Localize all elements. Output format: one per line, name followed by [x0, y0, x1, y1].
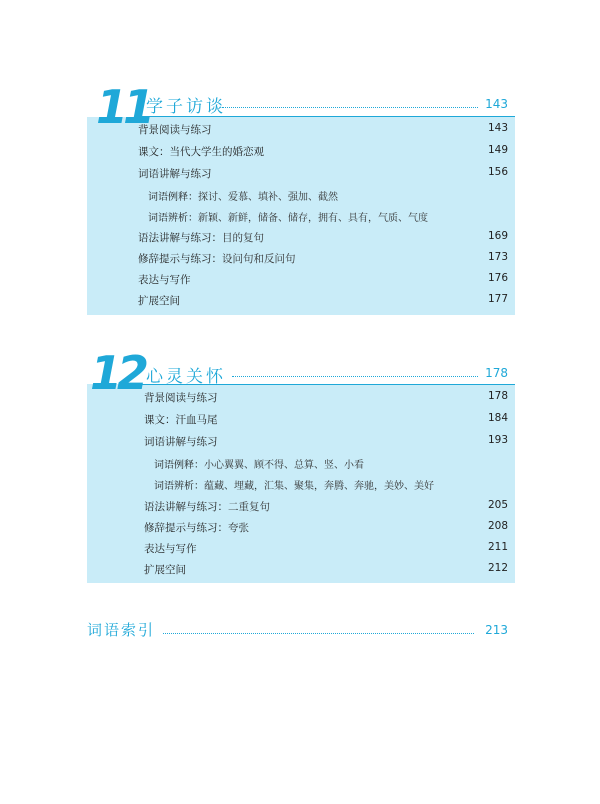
entry-label: 词语讲解与练习 — [144, 436, 218, 448]
entry-page: 184 — [487, 412, 508, 424]
entry-page: 169 — [487, 230, 508, 242]
entry-label: 修辞提示与练习： — [144, 522, 228, 534]
entry-label: 修辞提示与练习： — [138, 253, 222, 265]
entry-detail: 目的复句 — [222, 232, 264, 244]
entry-label: 词语辨析： — [148, 213, 198, 224]
toc-entry[interactable] — [138, 251, 508, 266]
entry-page: 173 — [487, 251, 508, 263]
entry-label: 词语辨析： — [154, 481, 204, 492]
entry-detail: 新颖、新鲜，储备、储存，拥有、具有，气质、气度 — [198, 213, 428, 224]
entry-label: 语法讲解与练习： — [144, 501, 228, 513]
toc-entry[interactable] — [144, 499, 508, 514]
entry-detail: 二重复句 — [228, 501, 270, 513]
toc-entry[interactable] — [138, 230, 508, 245]
unit-number: 12 — [90, 346, 145, 400]
toc-entry[interactable] — [138, 272, 508, 287]
toc-subentry[interactable] — [148, 188, 518, 203]
toc-subentry[interactable] — [154, 456, 518, 471]
entry-label: 扩展空间 — [144, 564, 186, 576]
entry-label: 背景阅读与练习 — [138, 124, 212, 136]
index-entry[interactable] — [87, 619, 508, 643]
divider — [138, 384, 515, 385]
entry-label: 扩展空间 — [138, 295, 180, 307]
toc-entry[interactable] — [144, 412, 508, 427]
entry-page: 149 — [487, 144, 508, 156]
unit-page-number: 178 — [485, 366, 508, 380]
entry-page: 212 — [487, 562, 508, 574]
dot-leader — [232, 376, 478, 377]
unit-number: 11 — [96, 80, 151, 134]
toc-entry[interactable] — [138, 166, 508, 181]
entry-label: 表达与写作 — [138, 274, 191, 286]
entry-page: 177 — [487, 293, 508, 305]
entry-label: 词语讲解与练习 — [138, 168, 212, 180]
toc-entry[interactable] — [138, 144, 508, 159]
divider — [138, 116, 515, 117]
dot-leader — [163, 633, 474, 634]
entry-page: 208 — [487, 520, 508, 532]
entry-label: 表达与写作 — [144, 543, 197, 555]
toc-subentry[interactable] — [154, 477, 518, 492]
unit-title[interactable]: 心灵关怀 — [146, 367, 226, 387]
entry-label: 课文：当代大学生的婚恋观 — [138, 146, 264, 158]
entry-page: 156 — [487, 166, 508, 178]
unit-title[interactable]: 学子访谈 — [146, 97, 226, 117]
toc-entry[interactable] — [144, 520, 508, 535]
toc-entry[interactable] — [144, 390, 508, 405]
entry-detail: 小心翼翼、顾不得、总算、竖、小看 — [204, 460, 364, 471]
toc-entry[interactable] — [144, 434, 508, 449]
entry-page: 178 — [487, 390, 508, 402]
toc-entry[interactable] — [144, 541, 508, 556]
entry-detail: 设问句和反问句 — [222, 253, 296, 265]
entry-detail: 蕴藏、埋藏，汇集、聚集，奔腾、奔驰，美妙、美好 — [204, 481, 434, 492]
toc-entry[interactable] — [144, 562, 508, 577]
entry-label: 背景阅读与练习 — [144, 392, 218, 404]
entry-page: 143 — [487, 122, 508, 134]
entry-detail: 探讨、爱慕、填补、强加、截然 — [198, 192, 338, 203]
unit-page-number: 143 — [485, 97, 508, 111]
entry-page: 193 — [487, 434, 508, 446]
unit-11-section — [0, 80, 600, 318]
toc-entry[interactable] — [138, 293, 508, 308]
index-page-number: 213 — [485, 623, 508, 637]
dot-leader — [222, 107, 478, 108]
entry-detail: 夸张 — [228, 522, 249, 534]
entry-label: 词语例释： — [154, 460, 204, 471]
entry-label: 语法讲解与练习： — [138, 232, 222, 244]
entry-label: 词语例释： — [148, 192, 198, 203]
entry-page: 176 — [487, 272, 508, 284]
entry-page: 211 — [487, 541, 508, 553]
unit-12-section — [0, 346, 600, 584]
entry-page: 205 — [487, 499, 508, 511]
toc-subentry[interactable] — [148, 209, 518, 224]
entry-label: 课文：汗血马尾 — [144, 414, 218, 426]
index-title: 词语索引 — [87, 621, 156, 639]
toc-entry[interactable] — [138, 122, 508, 137]
